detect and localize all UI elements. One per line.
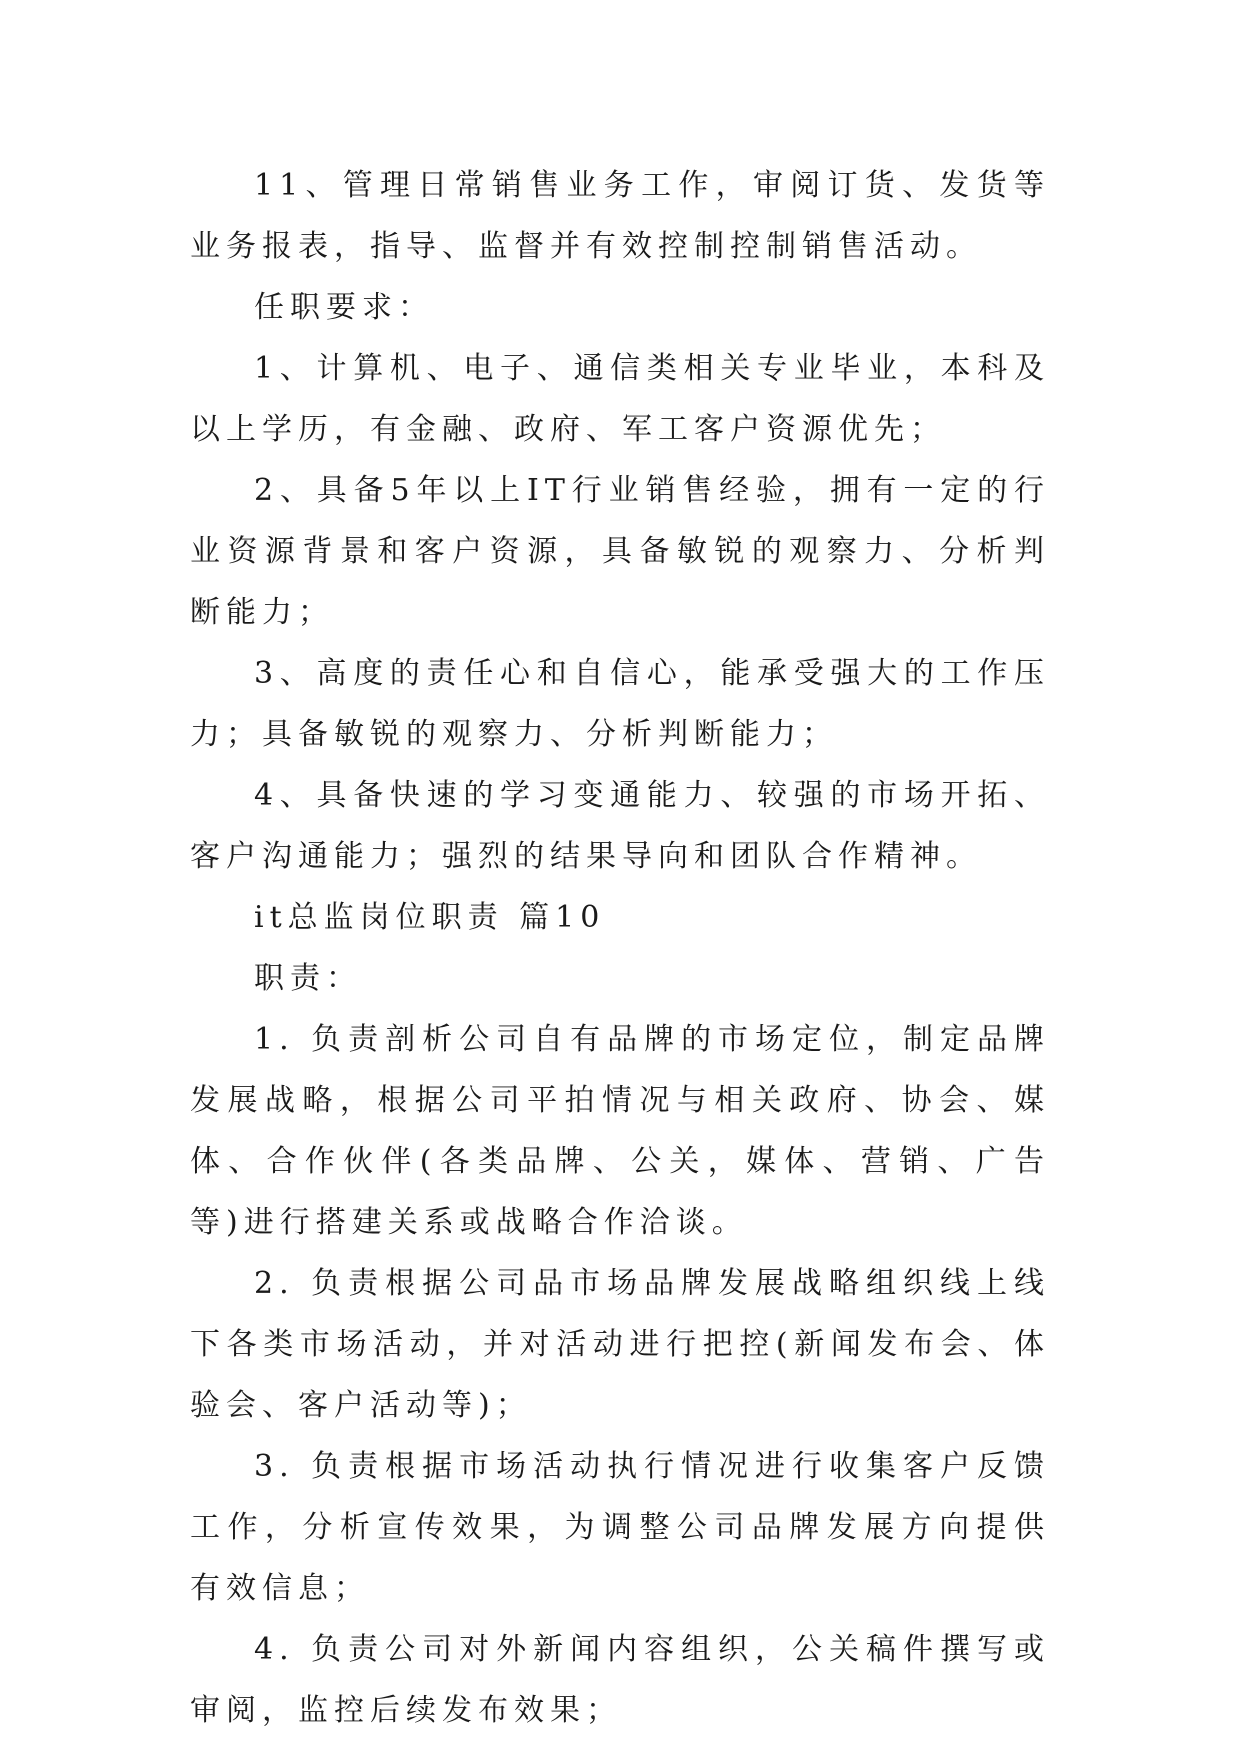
section-title: it总监岗位职责 篇10: [254, 900, 606, 935]
paragraph-requirement-4: 4、具备快速的学习变通能力、较强的市场开拓、客户沟通能力；强烈的结果导向和团队合作精神。: [190, 778, 1050, 874]
paragraph-requirement-2: 2、具备5年以上IT行业销售经验，拥有一定的行业资源背景和客户资源，具备敏锐的观察力、分析判断能力；: [190, 473, 1050, 630]
paragraph-duty-3: 3. 负责根据市场活动执行情况进行收集客户反馈工作，分析宣传效果，为调整公司品牌发展方向提供有效信息；: [190, 1449, 1050, 1606]
heading-requirements: 任职要求：: [254, 290, 434, 325]
paragraph-requirement-3: 3、高度的责任心和自信心，能承受强大的工作压力；具备敏锐的观察力、分析判断能力；: [190, 656, 1050, 752]
paragraph-duty-1: 1. 负责剖析公司自有品牌的市场定位，制定品牌发展战略，根据公司平拍情况与相关政府、协会、媒体、合作伙伴(各类品牌、公关，媒体、营销、广告等)进行搭建关系或战略合作洽谈。: [190, 1022, 1050, 1240]
paragraph-duty-2: 2. 负责根据公司品市场品牌发展战略组织线上线下各类市场活动，并对活动进行把控(新闻发布会、体验会、客户活动等)；: [190, 1266, 1050, 1423]
paragraph-requirement-1: 1、计算机、电子、通信类相关专业毕业，本科及以上学历，有金融、政府、军工客户资源优先；: [190, 351, 1050, 447]
paragraph-sales-duty-11: 11、管理日常销售业务工作，审阅订货、发货等业务报表，指导、监督并有效控制控制销售活动。: [190, 168, 1050, 264]
document-body: [190, 155, 1050, 1741]
paragraph-duty-4: 4. 负责公司对外新闻内容组织，公关稿件撰写或审阅，监控后续发布效果；: [190, 1632, 1050, 1728]
heading-duties: 职责：: [254, 961, 362, 996]
